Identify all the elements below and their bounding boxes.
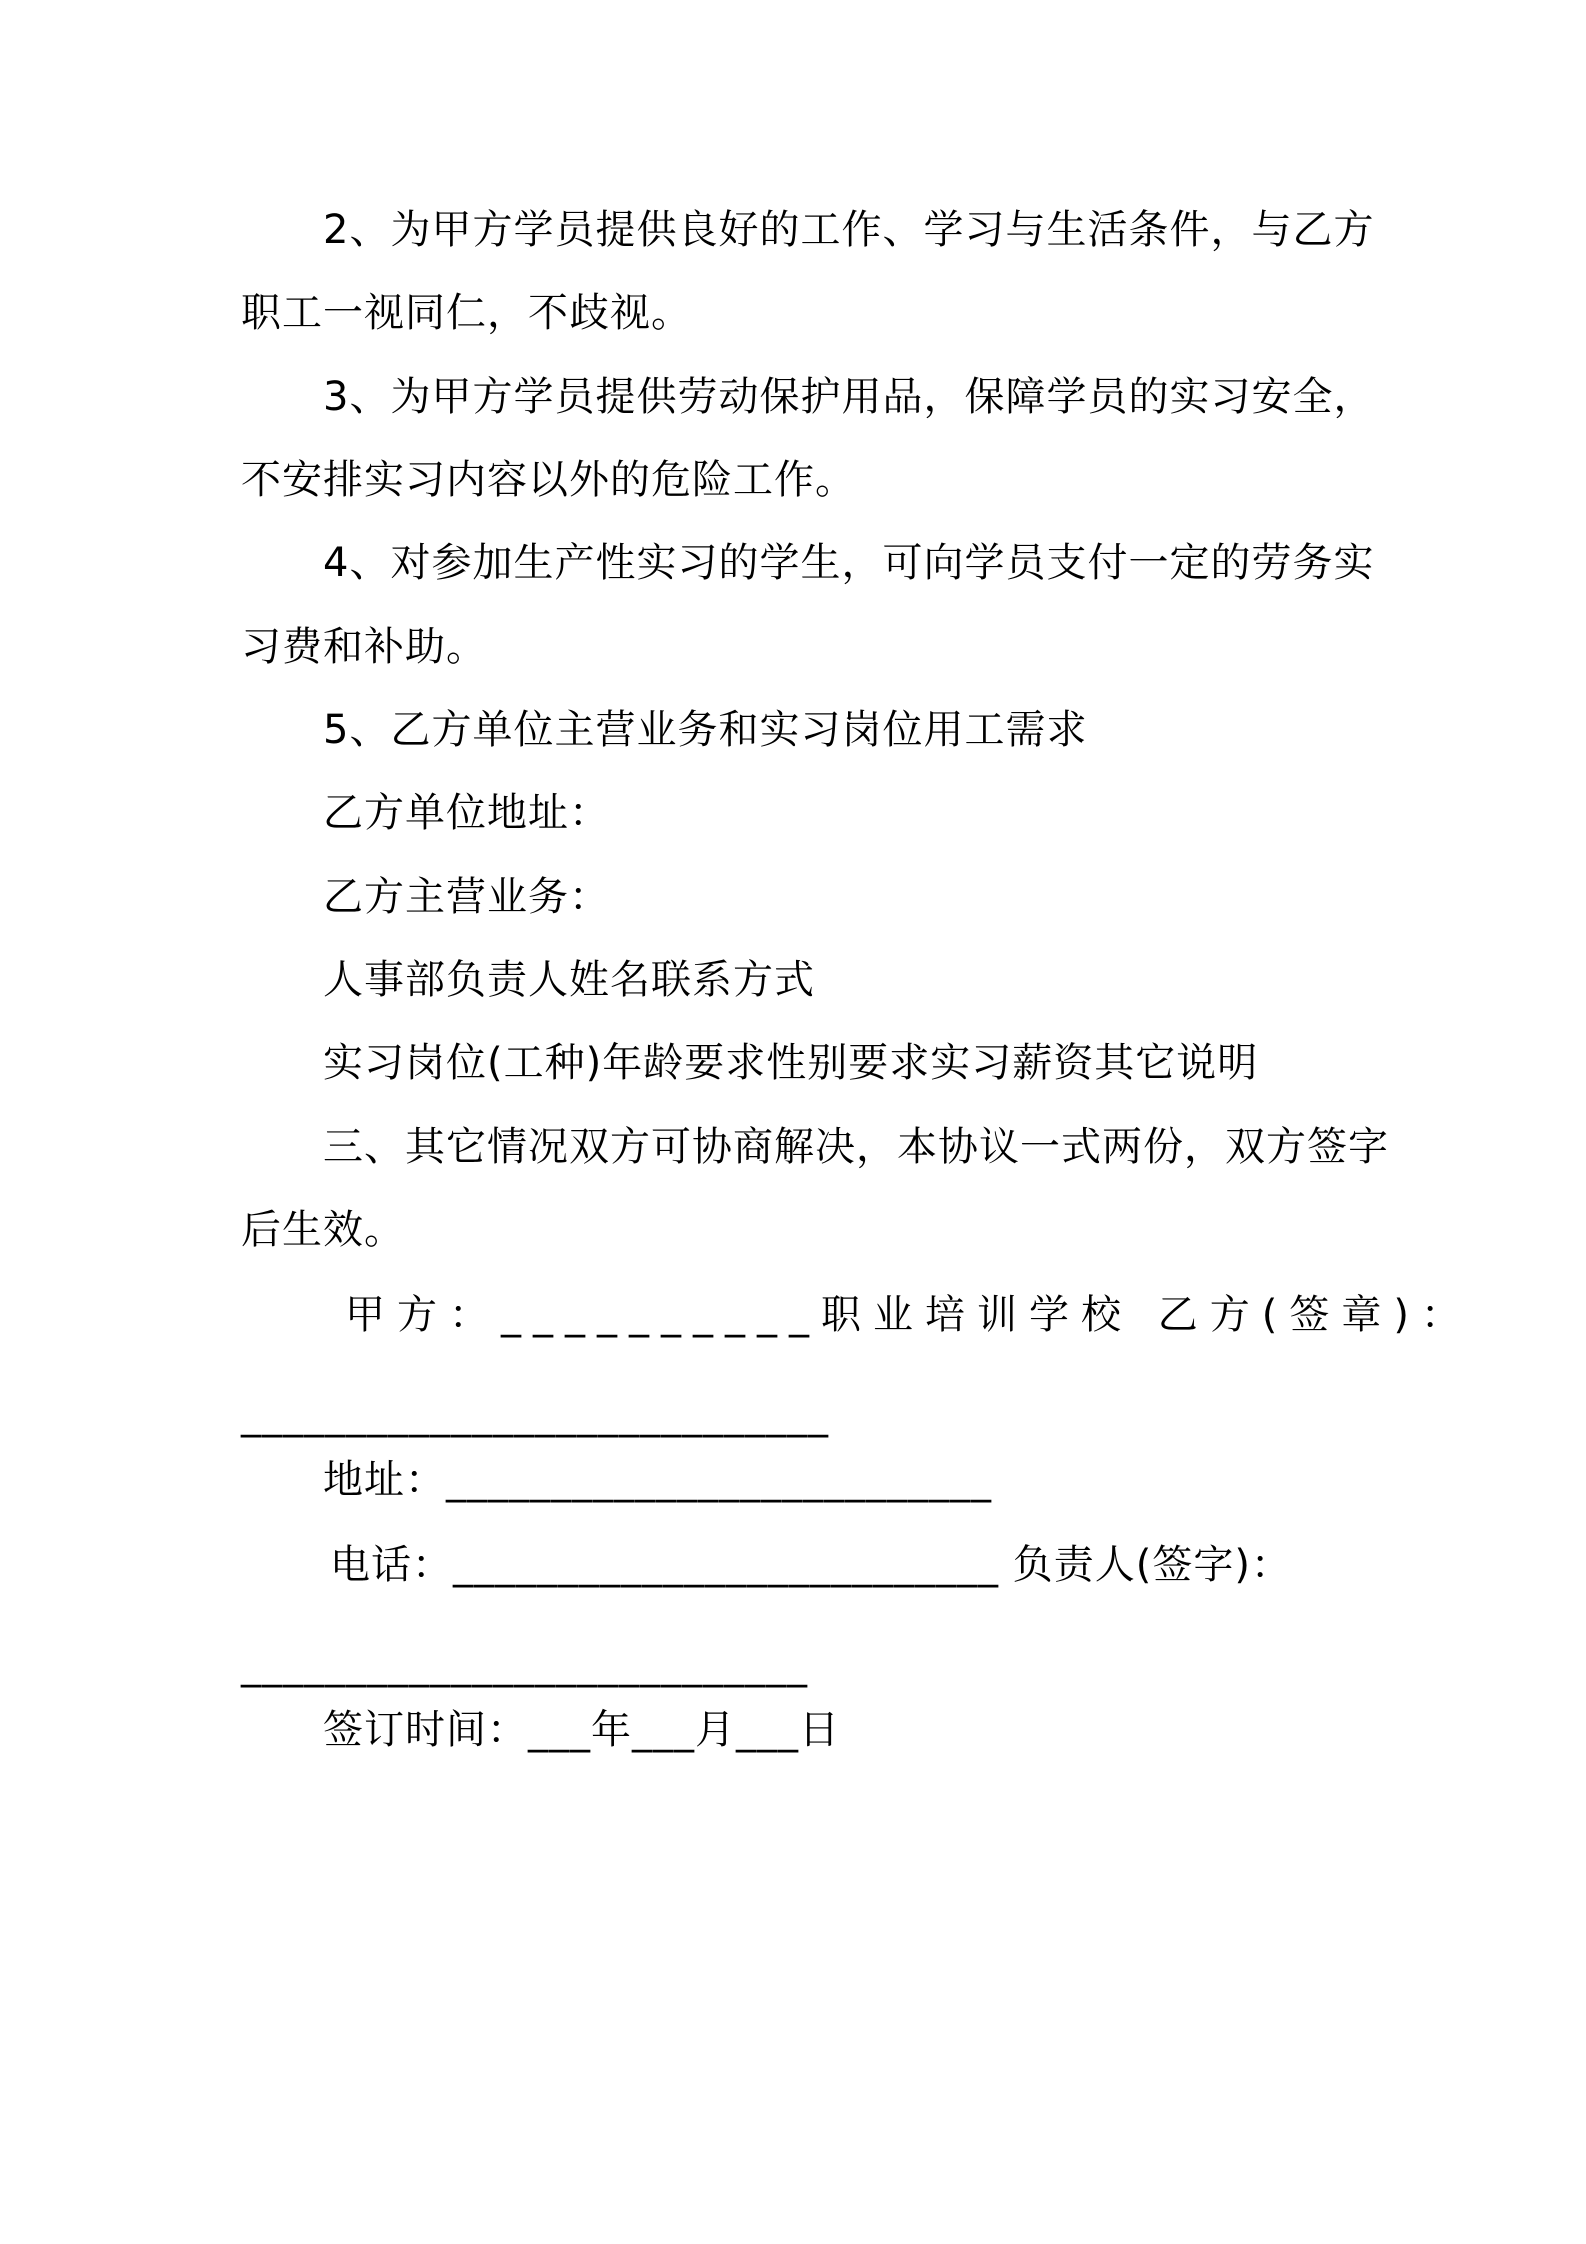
paragraph-line: 习费和补助。	[241, 624, 487, 670]
paragraph-line: 乙方主营业务：	[323, 874, 610, 920]
paragraph-line: 职工一视同仁，不歧视。	[241, 290, 692, 336]
signature-blank-line: ___________________________	[241, 1642, 808, 1688]
signature-line-party-a: 甲方：__________职业培训学校 乙方(签章)：	[345, 1292, 1473, 1338]
paragraph-line: 实习岗位(工种)年龄要求性别要求实习薪资其它说明	[323, 1040, 1259, 1086]
paragraph-line: 人事部负责人姓名联系方式	[323, 957, 815, 1003]
paragraph-line: 4、对参加生产性实习的学生，可向学员支付一定的劳务实	[323, 540, 1375, 586]
paragraph-line: 三、其它情况双方可协商解决，本协议一式两份，双方签字	[323, 1124, 1389, 1170]
paragraph-line: 后生效。	[241, 1207, 405, 1253]
signing-date-line: 签订时间：___年___月___日	[323, 1707, 840, 1753]
paragraph-line: 乙方单位地址：	[323, 790, 610, 836]
phone-line: 电话：__________________________ 负责人(签字)：	[330, 1542, 1292, 1588]
signature-blank-line: ____________________________	[241, 1392, 829, 1438]
paragraph-line: 2、为甲方学员提供良好的工作、学习与生活条件，与乙方	[323, 207, 1375, 253]
paragraph-line: 不安排实习内容以外的危险工作。	[241, 457, 856, 503]
paragraph-line: 5、乙方单位主营业务和实习岗位用工需求	[323, 707, 1088, 753]
paragraph-line: 3、为甲方学员提供劳动保护用品，保障学员的实习安全，	[323, 374, 1375, 420]
address-line: 地址：__________________________	[323, 1457, 992, 1503]
